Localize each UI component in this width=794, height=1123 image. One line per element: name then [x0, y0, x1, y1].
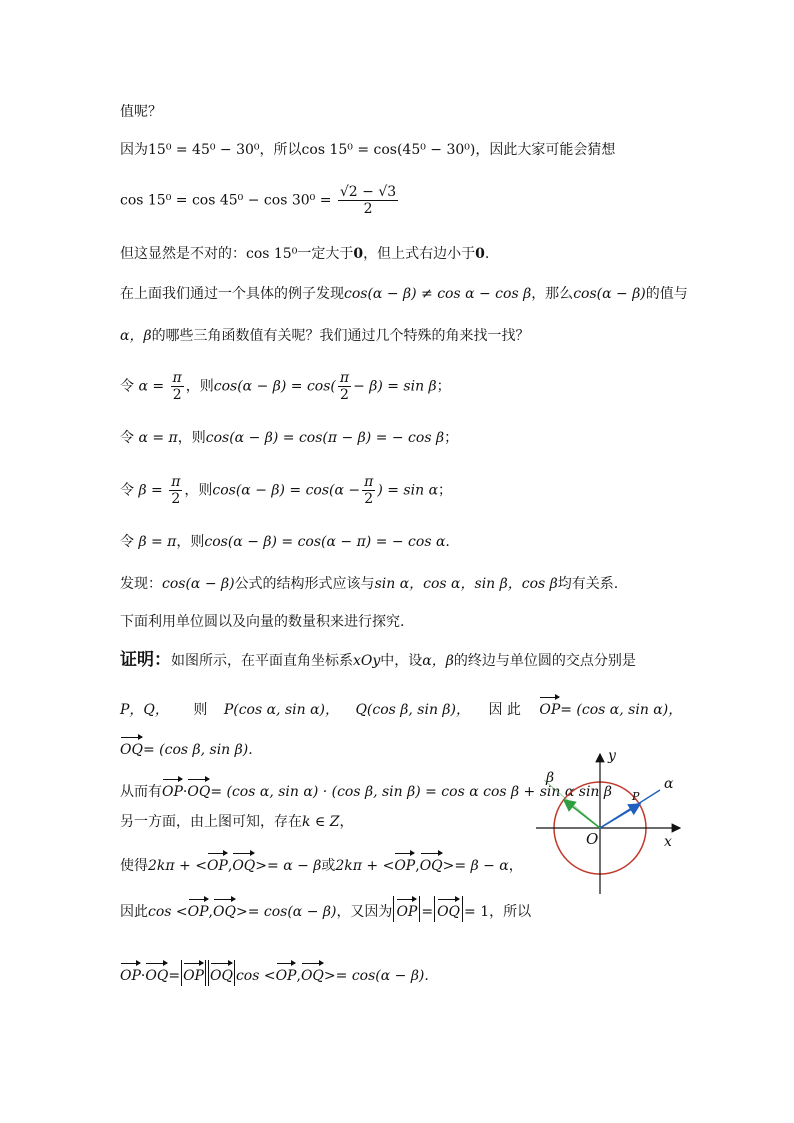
vector-op: OP [120, 960, 141, 986]
final-formula-line: OP·OQ= OP OQ cos <OP,OQ>= cos(α − β). [120, 960, 429, 986]
text-line-discovery: 发现：cos(α − β)公式的结构形式应该与sin α，cos α，sin β，cos β均有关系. [120, 576, 619, 592]
text-line-1: 值呢？ [120, 104, 162, 120]
magnitude-oq: OQ [434, 896, 463, 922]
magnitude-op: OP [181, 960, 206, 986]
vector-oq: OQ [187, 776, 210, 802]
vector-op-arrow [600, 804, 640, 828]
origin-label: O [586, 830, 599, 848]
vector-op: OP [276, 960, 297, 986]
vector-op: OP [539, 694, 560, 720]
formula-guess: cos 15⁰ = cos 45⁰ − cos 30⁰ = $\frac{√2 - √3}{2}$ [120, 184, 397, 217]
vector-oq-arrow [564, 800, 600, 828]
vector-oq: OQ [420, 850, 443, 876]
text-line-5: 在上面我们通过一个具体的例子发现cos(α − β) ≠ cos α − cos β，那么cos(α − β)的值与 [120, 286, 688, 302]
text-line-17: 另一方面，由上图可知，存在k ∈ Z， [120, 814, 354, 830]
case-alpha-pi: 令 α = π，则cos(α − β) = cos(π − β) = − cos β； [120, 430, 459, 446]
magnitude-op: OP [393, 896, 420, 922]
beta-label: β [546, 770, 555, 786]
x-axis-label: x [664, 834, 672, 850]
vector-oq: OQ [120, 734, 143, 760]
vector-op: OP [207, 850, 228, 876]
proof-heading: 证明： [120, 650, 171, 670]
case-beta-pi: 令 β = π，则cos(α − β) = cos(α − π) = − cos α. [120, 534, 450, 550]
magnitude-oq: OQ [208, 960, 235, 986]
text-line-14: P，Q， 则 P(cos α, sin α)， Q(cos β, sin β)， 因 此 OP= (cos α, sin α)， [120, 694, 682, 720]
dot-product-line: 从而有OP·OQ= (cos α, sin α) · (cos β, sin β) = cos α cos β + sin α sin β [120, 776, 612, 802]
vector-op: OP [188, 896, 209, 922]
text-line-4: 但这显然是不对的：cos 15⁰一定大于0，但上式右边小于0. [120, 246, 490, 262]
alpha-label: α [664, 776, 674, 792]
text-line-15: OQ= (cos β, sin β). [120, 734, 253, 760]
vector-oq: OQ [301, 960, 324, 986]
vector-oq: OQ [213, 896, 236, 922]
unit-circle-diagram [528, 742, 688, 902]
vector-op: OP [394, 850, 415, 876]
text-line-6: α，β的哪些三角函数值有关呢？我们通过几个特殊的角来找一找？ [120, 328, 530, 344]
fraction: $\frac{√2 - √3}{2}$ [339, 184, 397, 217]
y-axis-label: y [608, 748, 616, 764]
case-alpha-half-pi: 令 α = $\frac{\pi}{2}$ ，则cos(α − β) = cos( $\frac{\pi}{2}$ − β) = sin β； [120, 370, 451, 403]
text-line-12: 下面利用单位圆以及向量的数量积来进行探究. [120, 614, 405, 630]
point-p-label: P [632, 790, 640, 803]
vector-oq: OQ [145, 960, 168, 986]
vector-op: OP [162, 776, 183, 802]
angle-condition-line: 使得2kπ + <OP,OQ>= α − β或2kπ + <OP,OQ>= β − α， [120, 850, 523, 876]
cos-angle-line: 因此cos <OP,OQ>= cos(α − β)，又因为 OP = OQ = 1，所以 [120, 896, 531, 922]
proof-intro: 证明：如图所示，在平面直角坐标系xOy中，设α，β的终边与单位圆的交点分别是 [120, 650, 636, 670]
case-beta-half-pi: 令 β = $\frac{\pi}{2}$ ，则cos(α − β) = cos(α − $\frac{\pi}{2}$ ) = sin α； [120, 474, 453, 507]
vector-oq: OQ [232, 850, 255, 876]
text-line-2: 因为15⁰ = 45⁰ − 30⁰，所以cos 15⁰ = cos(45⁰ − 30⁰)，因此大家可能会猜想 [120, 142, 616, 158]
